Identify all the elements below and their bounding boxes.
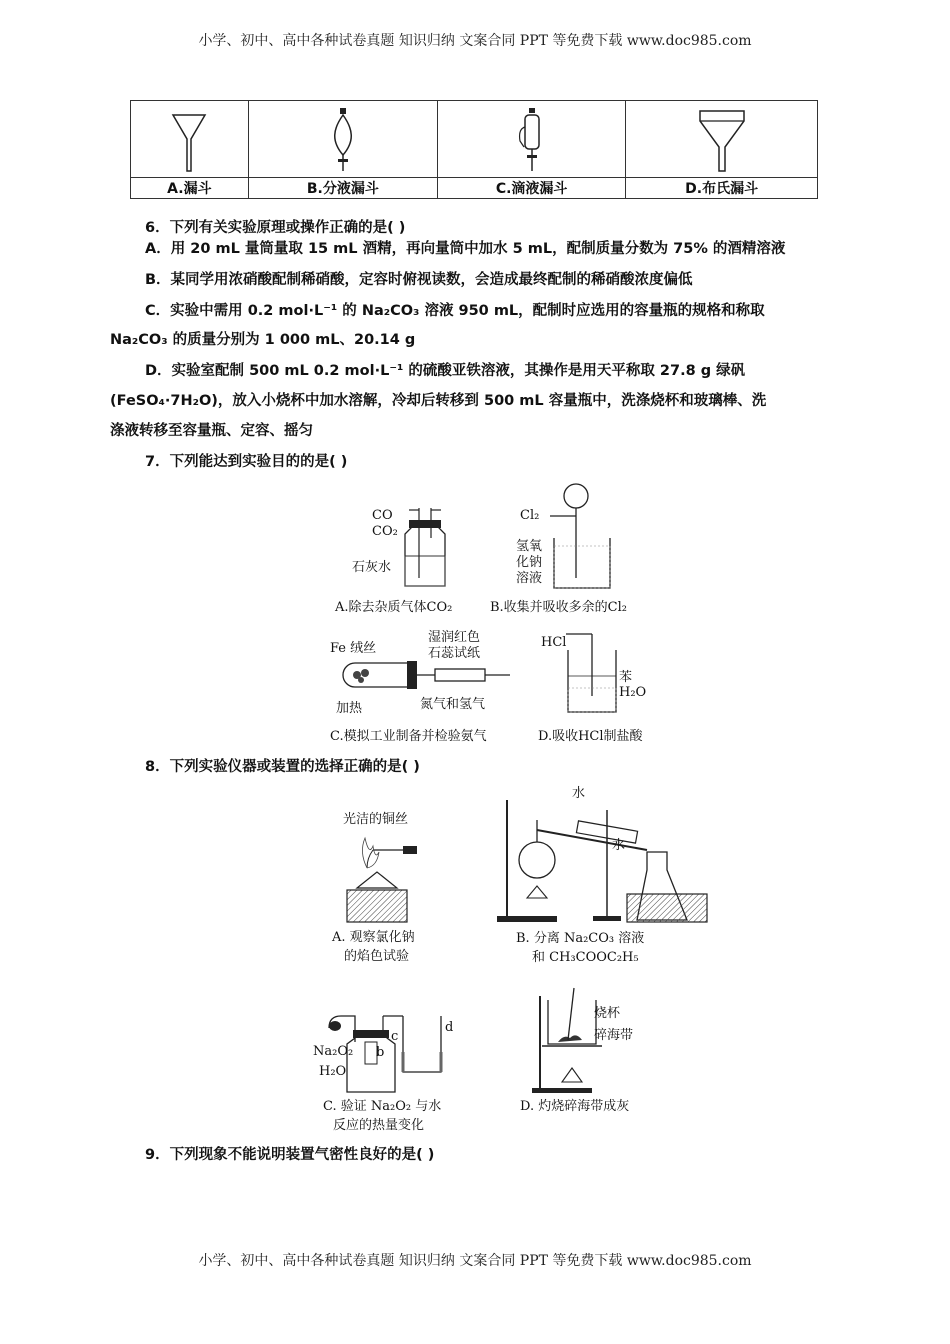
q9-stem: 9．下列现象不能说明装置气密性良好的是( ): [145, 1147, 435, 1163]
q7-figure-d-beaker: [562, 626, 622, 716]
q8-figure-b-distillation: [497, 790, 709, 924]
q6-option-c-line1: C．实验中需用 0.2 mol·L⁻¹ 的 Na₂CO₃ 溶液 950 mL，配制时应选用的容量瓶的规格和称取: [145, 303, 765, 319]
q6-option-d-line1: D．实验室配制 500 mL 0.2 mol·L⁻¹ 的硫酸亚铁溶液，其操作是用天平称取 27.8 g 绿矾: [145, 363, 746, 379]
q7-fig-c-gas: 氮气和氢气: [420, 697, 486, 712]
q8-fig-a-caption2: 的焰色试验: [344, 949, 410, 964]
q6-option-a: A．用 20 mL 量筒量取 15 mL 酒精，再向量筒中加水 5 mL，配制质量分数为 75% 的酒精溶液: [145, 241, 786, 257]
q8-stem: 8．下列实验仪器或装置的选择正确的是( ): [145, 759, 420, 775]
q8-fig-a-label: 光洁的铜丝: [343, 812, 409, 827]
separatory-funnel-cell: [248, 101, 437, 178]
q7-fig-b-liquid1: 氢氧: [516, 539, 543, 554]
q7-fig-c-caption: C.模拟工业制备并检验氨气: [330, 729, 487, 744]
q6-stem: 6．下列有关实验原理或操作正确的是( ): [145, 220, 406, 236]
q8-fig-b-caption2: 和 CH₃COOC₂H₅: [532, 950, 639, 965]
q7-figure-b-beaker-funnel: [548, 482, 614, 590]
q7-fig-b-liquid3: 溶液: [516, 571, 543, 586]
q8-fig-b-caption1: B. 分离 Na₂CO₃ 溶液: [516, 931, 645, 946]
funnel-icon: [169, 111, 209, 173]
q7-fig-b-liquid2: 化钠: [516, 555, 543, 570]
q7-fig-c-paper2: 石蕊试纸: [428, 646, 481, 661]
page-footer: 小学、初中、高中各种试卷真题 知识归纳 文案合同 PPT 等免费下载 www.doc985.com: [198, 1253, 752, 1269]
q7-fig-b-gas: Cl₂: [520, 508, 540, 523]
q7-fig-a-gas2: CO₂: [372, 524, 398, 539]
buchner-funnel-cell: [626, 101, 818, 178]
q8-fig-c-h2o: H₂O: [319, 1064, 347, 1079]
q7-fig-a-caption: A.除去杂质气体CO₂: [335, 600, 453, 615]
q8-fig-c-c: c: [391, 1029, 399, 1044]
q8-fig-c-d: d: [445, 1020, 454, 1035]
funnel-caption-a: A.漏斗: [131, 178, 249, 199]
q8-fig-b-water-out: 水: [612, 838, 626, 853]
q7-figure-a-wash-bottle: [395, 508, 455, 588]
q7-figure-c-tube-syringe: [335, 655, 515, 695]
q8-figure-a-flame-test: [345, 828, 425, 924]
page-header: 小学、初中、高中各种试卷真题 知识归纳 文案合同 PPT 等免费下载 www.doc985.com: [198, 33, 752, 49]
q7-fig-a-liquid: 石灰水: [352, 560, 392, 575]
q7-fig-c-heat: 加热: [336, 701, 363, 716]
q6-option-d-line2: (FeSO₄·7H₂O)，放入小烧杯中加水溶解，冷却后转移到 500 mL 容量瓶中，洗涤烧杯和玻璃棒、洗: [110, 393, 767, 409]
q7-fig-d-water: H₂O: [619, 685, 647, 700]
q8-fig-c-b: b: [376, 1045, 385, 1060]
q6-option-c-line2: Na₂CO₃ 的质量分别为 1 000 mL、20.14 g: [110, 332, 416, 348]
q8-fig-d-beaker: 烧杯: [594, 1006, 621, 1021]
funnel-cell: [131, 101, 249, 178]
dropping-funnel-icon: [512, 107, 552, 173]
q7-fig-c-paper1: 湿润红色: [428, 630, 481, 645]
q8-fig-b-water-in: 水: [572, 786, 586, 801]
q8-fig-d-seaweed: 碎海带: [594, 1028, 634, 1043]
q7-fig-b-caption: B.收集并吸收多余的Cl₂: [490, 600, 628, 615]
q6-option-b: B．某同学用浓硝酸配制稀硝酸，定容时俯视读数，会造成最终配制的稀硝酸浓度偏低: [145, 272, 693, 288]
q8-fig-c-caption2: 反应的热量变化: [333, 1118, 425, 1133]
buchner-funnel-icon: [697, 107, 747, 173]
funnel-table: [130, 100, 818, 199]
q7-fig-d-gas: HCl: [541, 635, 567, 650]
q7-fig-a-gas1: CO: [372, 508, 393, 523]
q6-option-d-line3: 涤液转移至容量瓶、定容、摇匀: [110, 423, 313, 439]
dropping-funnel-cell: [438, 101, 626, 178]
q8-fig-c-na2o2: Na₂O₂: [313, 1044, 354, 1059]
q7-fig-d-caption: D.吸收HCl制盐酸: [538, 729, 643, 744]
q8-fig-a-caption1: A. 观察氯化钠: [332, 930, 415, 945]
funnel-caption-d: D.布氏漏斗: [626, 178, 818, 199]
q8-fig-d-caption: D. 灼烧碎海带成灰: [520, 1099, 630, 1114]
q7-fig-c-fe: Fe 绒丝: [330, 641, 377, 656]
q7-fig-d-benzene: 苯: [619, 670, 633, 685]
q7-stem: 7．下列能达到实验目的的是( ): [145, 454, 348, 470]
funnel-caption-c: C.滴液漏斗: [438, 178, 626, 199]
q8-fig-c-caption1: C. 验证 Na₂O₂ 与水: [323, 1099, 442, 1114]
funnel-caption-b: B.分液漏斗: [248, 178, 437, 199]
separatory-funnel-icon: [323, 107, 363, 173]
